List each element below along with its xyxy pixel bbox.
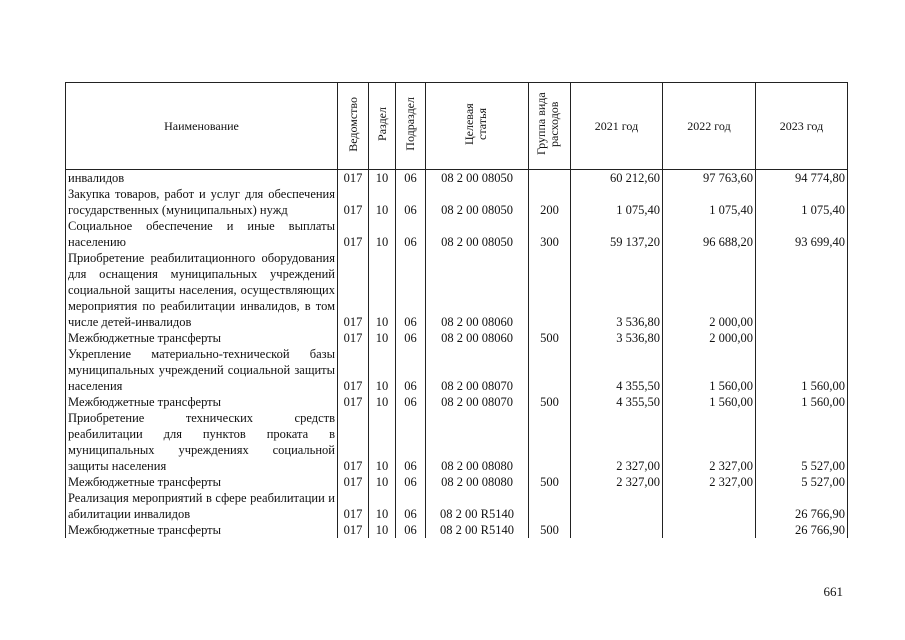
header-vedomstvo: Ведомство [338, 83, 369, 170]
cell-podrazdel: 06 [396, 474, 426, 490]
cell-2022: 96 688,20 [663, 218, 756, 250]
cell-expense-group: 500 [529, 330, 571, 346]
table-row [66, 218, 848, 250]
cell-vedomstvo: 017 [338, 522, 369, 538]
cell-target-article: 08 2 00 08050 [426, 170, 529, 187]
cell-target-article: 08 2 00 R5140 [426, 490, 529, 522]
cell-target-article: 08 2 00 08050 [426, 218, 529, 250]
cell-vedomstvo: 017 [338, 410, 369, 474]
table-row [66, 170, 848, 187]
cell-2023: 5 527,00 [756, 410, 848, 474]
table-row [66, 394, 848, 410]
table-row [66, 186, 848, 218]
cell-2022: 1 075,40 [663, 186, 756, 218]
table-row [66, 490, 848, 522]
cell-vedomstvo: 017 [338, 330, 369, 346]
cell-2022: 1 560,00 [663, 346, 756, 394]
cell-2023 [756, 330, 848, 346]
cell-vedomstvo: 017 [338, 186, 369, 218]
cell-vedomstvo: 017 [338, 250, 369, 330]
cell-podrazdel: 06 [396, 330, 426, 346]
cell-2021 [571, 522, 663, 538]
cell-2023: 1 560,00 [756, 346, 848, 394]
cell-2021: 3 536,80 [571, 330, 663, 346]
cell-vedomstvo: 017 [338, 490, 369, 522]
cell-razdel: 10 [369, 410, 396, 474]
cell-name: инвалидов [66, 170, 338, 187]
cell-2022: 1 560,00 [663, 394, 756, 410]
table-row [66, 474, 848, 490]
cell-2021: 3 536,80 [571, 250, 663, 330]
cell-vedomstvo: 017 [338, 218, 369, 250]
cell-expense-group [529, 170, 571, 187]
header-row [66, 83, 848, 170]
cell-2023: 1 560,00 [756, 394, 848, 410]
cell-2021: 4 355,50 [571, 346, 663, 394]
table-row [66, 410, 848, 474]
table-body [66, 170, 848, 539]
cell-target-article: 08 2 00 08070 [426, 346, 529, 394]
cell-name: Закупка товаров, работ и услуг для обеспечения государственных (муниципальных) нужд [66, 186, 338, 218]
cell-2023: 26 766,90 [756, 522, 848, 538]
cell-name: Приобретение реабилитационного оборудования для оснащения муниципальных учреждений социальной защиты населения, осуществляющих мероприятия по реабилитации инвалидов, в том числе детей-инвалидов [66, 250, 338, 330]
cell-name: Межбюджетные трансферты [66, 394, 338, 410]
cell-podrazdel: 06 [396, 218, 426, 250]
cell-podrazdel: 06 [396, 186, 426, 218]
cell-name: Укрепление материально-технической базы муниципальных учреждений социальной защиты населения [66, 346, 338, 394]
cell-expense-group: 200 [529, 186, 571, 218]
cell-vedomstvo: 017 [338, 170, 369, 187]
table-row [66, 330, 848, 346]
cell-name: Социальное обеспечение и иные выплаты населению [66, 218, 338, 250]
cell-2021: 1 075,40 [571, 186, 663, 218]
cell-razdel: 10 [369, 330, 396, 346]
cell-name: Межбюджетные трансферты [66, 474, 338, 490]
cell-razdel: 10 [369, 474, 396, 490]
cell-podrazdel: 06 [396, 394, 426, 410]
cell-name: Реализация мероприятий в сфере реабилитации и абилитации инвалидов [66, 490, 338, 522]
cell-vedomstvo: 017 [338, 394, 369, 410]
cell-2022: 97 763,60 [663, 170, 756, 187]
cell-2022: 2 327,00 [663, 410, 756, 474]
cell-expense-group: 500 [529, 522, 571, 538]
cell-2021: 2 327,00 [571, 474, 663, 490]
cell-target-article: 08 2 00 08070 [426, 394, 529, 410]
cell-name: Межбюджетные трансферты [66, 522, 338, 538]
header-podrazdel: Подраздел [396, 83, 426, 170]
cell-razdel: 10 [369, 250, 396, 330]
cell-vedomstvo: 017 [338, 346, 369, 394]
cell-podrazdel: 06 [396, 170, 426, 187]
header-expense-group: Группа вида расходов [529, 83, 571, 170]
cell-2023: 94 774,80 [756, 170, 848, 187]
cell-2023: 5 527,00 [756, 474, 848, 490]
cell-target-article: 08 2 00 08060 [426, 250, 529, 330]
cell-razdel: 10 [369, 522, 396, 538]
cell-2023: 93 699,40 [756, 218, 848, 250]
cell-target-article: 08 2 00 08080 [426, 474, 529, 490]
cell-2022: 2 327,00 [663, 474, 756, 490]
cell-name: Приобретение технических средств реабилитации для пунктов проката в муниципальных учреждениях социальной защиты населения [66, 410, 338, 474]
cell-razdel: 10 [369, 170, 396, 187]
table-row [66, 522, 848, 538]
page-number: 661 [823, 584, 843, 599]
cell-podrazdel: 06 [396, 410, 426, 474]
cell-vedomstvo: 017 [338, 474, 369, 490]
cell-razdel: 10 [369, 186, 396, 218]
cell-target-article: 08 2 00 08080 [426, 410, 529, 474]
cell-2021: 60 212,60 [571, 170, 663, 187]
header-target-article: Целевая статья [426, 83, 529, 170]
cell-2022: 2 000,00 [663, 330, 756, 346]
cell-expense-group: 500 [529, 474, 571, 490]
cell-razdel: 10 [369, 490, 396, 522]
table-row [66, 346, 848, 394]
cell-name: Межбюджетные трансферты [66, 330, 338, 346]
table-row [66, 250, 848, 330]
cell-2021 [571, 490, 663, 522]
cell-2023 [756, 250, 848, 330]
cell-target-article: 08 2 00 08050 [426, 186, 529, 218]
header-name: Наименование [66, 83, 338, 170]
header-razdel: Раздел [369, 83, 396, 170]
cell-razdel: 10 [369, 346, 396, 394]
cell-expense-group [529, 346, 571, 394]
cell-2021: 2 327,00 [571, 410, 663, 474]
cell-expense-group: 500 [529, 394, 571, 410]
cell-expense-group [529, 250, 571, 330]
cell-2022 [663, 522, 756, 538]
header-2021: 2021 год [571, 83, 663, 170]
cell-podrazdel: 06 [396, 522, 426, 538]
cell-podrazdel: 06 [396, 346, 426, 394]
cell-2023: 1 075,40 [756, 186, 848, 218]
cell-target-article: 08 2 00 08060 [426, 330, 529, 346]
cell-target-article: 08 2 00 R5140 [426, 522, 529, 538]
budget-table [65, 82, 848, 538]
cell-expense-group: 300 [529, 218, 571, 250]
cell-razdel: 10 [369, 218, 396, 250]
cell-2021: 59 137,20 [571, 218, 663, 250]
cell-expense-group [529, 410, 571, 474]
cell-2022: 2 000,00 [663, 250, 756, 330]
cell-podrazdel: 06 [396, 490, 426, 522]
header-2022: 2022 год [663, 83, 756, 170]
header-2023: 2023 год [756, 83, 848, 170]
cell-2021: 4 355,50 [571, 394, 663, 410]
cell-expense-group [529, 490, 571, 522]
cell-podrazdel: 06 [396, 250, 426, 330]
cell-2022 [663, 490, 756, 522]
cell-razdel: 10 [369, 394, 396, 410]
cell-2023: 26 766,90 [756, 490, 848, 522]
